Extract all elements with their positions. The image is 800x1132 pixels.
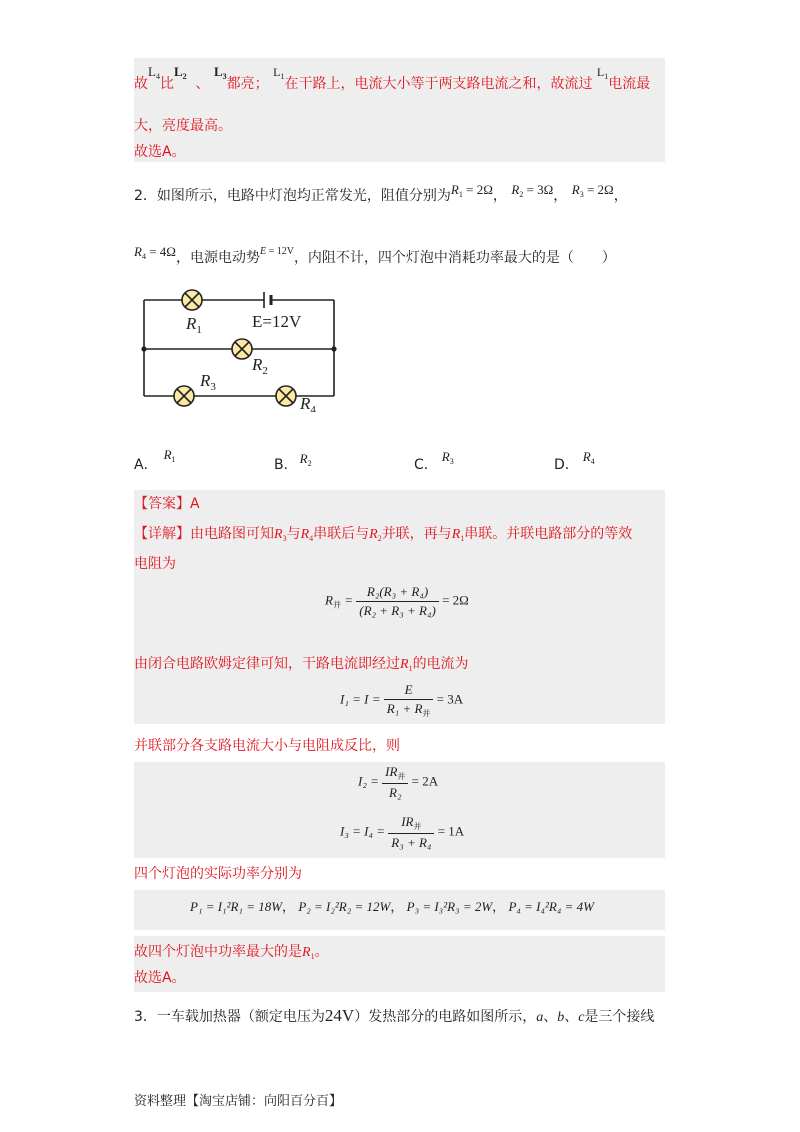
question-number: 3．	[134, 1009, 157, 1025]
option-d[interactable]: D．$R_4$	[554, 449, 595, 473]
detail-line1: 【详解】由电路图可知$R_3$与$R_4$串联后与$R_2$并联，再与$R_1$串联。并联电路部分的等效	[134, 526, 633, 543]
lamp-r1-icon	[182, 290, 202, 310]
option-c[interactable]: C．$R_3$	[414, 449, 454, 473]
page-footer: 资料整理【淘宝店铺：向阳百分百】	[134, 1094, 343, 1109]
prev-answer-line3: 故选A。	[134, 144, 186, 160]
battery-icon	[264, 292, 271, 308]
choice-line: 故选A。	[134, 970, 186, 986]
label-r2: $R_2$	[252, 355, 268, 377]
label-r4: $R_4$	[300, 394, 316, 412]
label-emf: E=12V	[252, 312, 302, 331]
question2-line1: 2．如图所示，电路中灯泡均正常发光，阻值分别为$R_1 = 2\Omega$， $R_2 = 3\Omega$， $R_3 = 2\Omega$，	[134, 182, 628, 204]
detail-line2: 电阻为	[134, 556, 176, 572]
r1-value: $R_1 = 2\Omega$	[450, 182, 493, 199]
lamp-r2-icon	[232, 339, 252, 359]
emf-value: E = 12V	[259, 246, 294, 257]
question3-line1: 3．一车载加热器（额定电压为24V）发热部分的电路如图所示，a、b、c是三个接线	[134, 1006, 655, 1025]
prev-answer-line2: 大，亮度最高。	[134, 118, 232, 134]
power-equations: P₁ = I₁²R₁ = 18W， P₂ = I₂²R₂ = 12W， P₃ = I₃²R₃ = 2W， P₄ = I₄²R₄ = 4W	[190, 899, 594, 915]
r2-value: $R_2 = 3\Omega$	[511, 182, 554, 199]
answer-label: 【答案】A	[134, 496, 200, 512]
prev-answer-line1: 故$L_4$比$L_2$ 、 $L_3$都亮； $L_1$在干路上，电流大小等于两支路电流之和，故流过 $L_1$电流最	[134, 64, 651, 92]
equation-r-parallel: $R_并$ = $\frac{\text{R₂(R₃ + R₄)}}{\text{(R₂ + R₃ + R₄)}}$ = 2Ω	[325, 584, 469, 618]
r4-value: $R_4 = 4\Omega$	[134, 244, 176, 261]
r3-value: $R_3 = 2\Omega$	[571, 182, 614, 199]
question2-line2: $R_4 = 4\Omega$，电源电动势$^{E = 12V}$，内阻不计，四个灯泡中消耗功率最大的是（ ）	[134, 244, 616, 266]
ohm-law-text: 由闭合电路欧姆定律可知，干路电流即经过$R_1$的电流为	[134, 656, 469, 673]
equation-i1: I₁ = I = $\frac{E}{R_1 + R_并}$ = 3A	[340, 682, 464, 718]
equation-i2: I₂ = $\frac{IR_并}{\text{R₂}}$ = 2A	[358, 764, 439, 800]
circuit-diagram	[134, 282, 344, 412]
label-r1: $R_1$	[186, 314, 202, 336]
power-text: 四个灯泡的实际功率分别为	[134, 866, 302, 882]
option-b[interactable]: B． $R_2$	[274, 451, 312, 473]
lamp-r4-icon	[276, 386, 296, 406]
lamp-r3-icon	[174, 386, 194, 406]
parallel-current-text: 并联部分各支路电流大小与电阻成反比，则	[134, 738, 400, 754]
conclusion-line: 故四个灯泡中功率最大的是$R_1$。	[134, 944, 329, 961]
option-a[interactable]: A．$R_1$	[134, 447, 176, 473]
equation-i3: I₃ = I₄ = $\frac{IR_并}{\text{R₃ + R₄}}$ = 1A	[340, 814, 465, 850]
label-r3: $R_3$	[200, 371, 216, 393]
question-number: 2．	[134, 188, 157, 204]
